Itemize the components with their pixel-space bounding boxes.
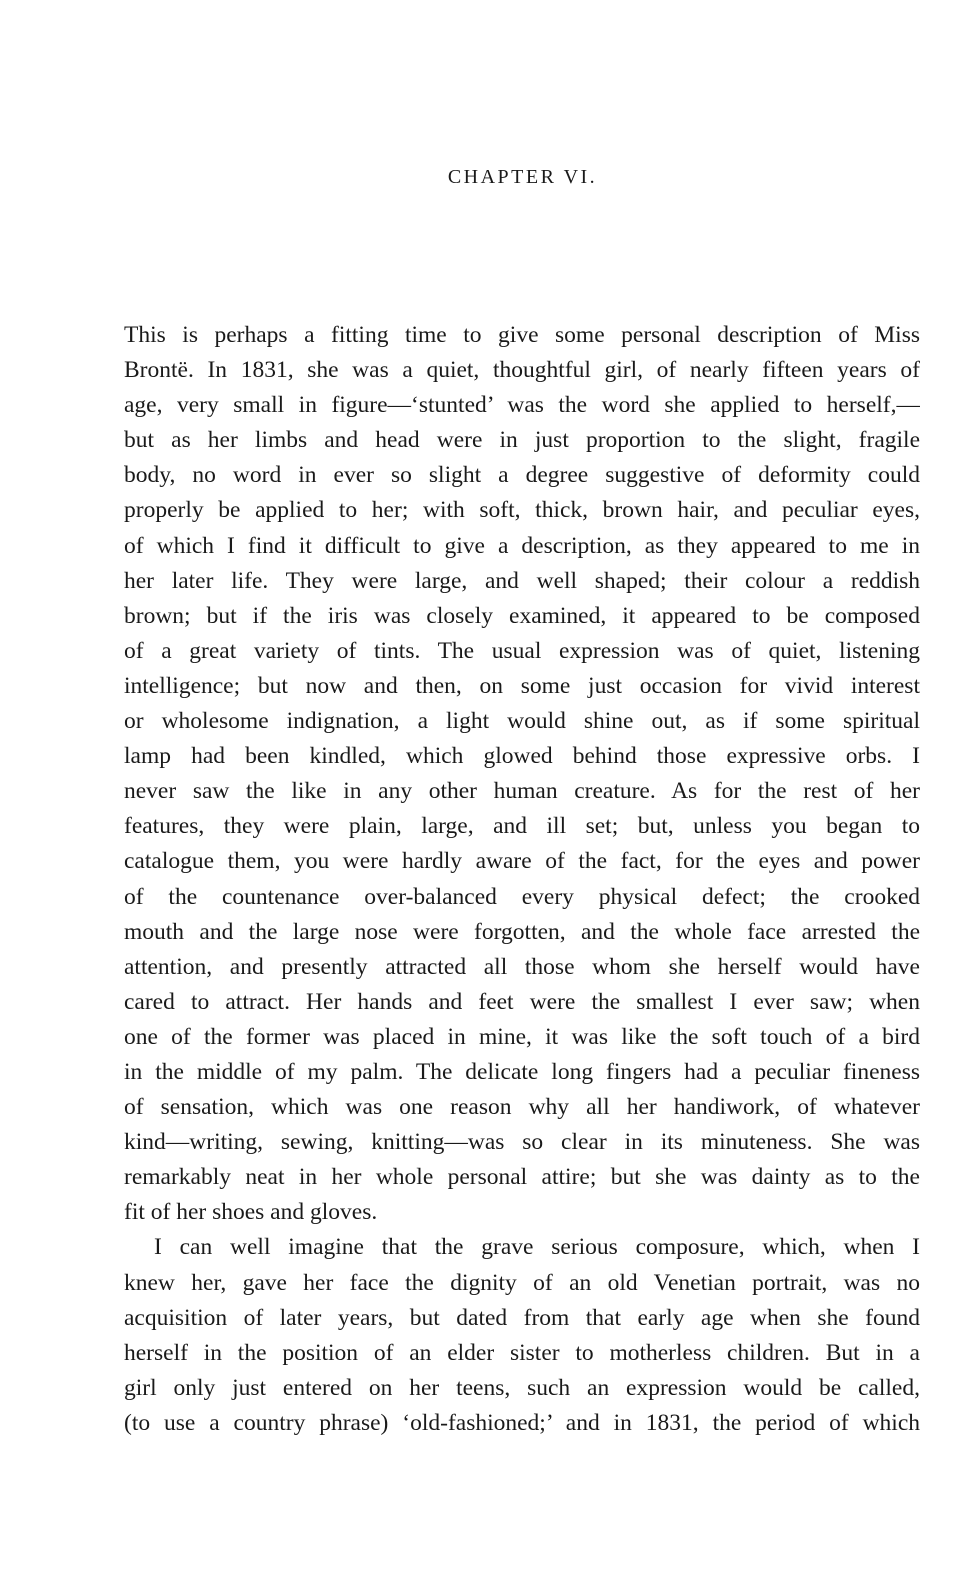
- text-line: or wholesome indignation, a light would shine out, as if some spiritual: [124, 708, 920, 735]
- text-line: girl only just entered on her teens, such an expression would be called,: [124, 1374, 920, 1401]
- text-line: cared to attract. Her hands and feet were the smallest I ever saw; when: [124, 988, 920, 1015]
- paragraph-2: [124, 1230, 920, 1441]
- text-line: acquisition of later years, but dated from that early age when she found: [124, 1304, 920, 1331]
- text-line: attention, and presently attracted all those whom she herself would have: [124, 953, 920, 980]
- text-line: catalogue them, you were hardly aware of the fact, for the eyes and power: [124, 848, 920, 875]
- body-text: [124, 318, 920, 1441]
- text-line: intelligence; but now and then, on some just occasion for vivid interest: [124, 672, 920, 699]
- text-line: Brontë. In 1831, she was a quiet, thoughtful girl, of nearly fifteen years of: [124, 357, 920, 384]
- text-line: body, no word in ever so slight a degree suggestive of deformity could: [124, 462, 920, 489]
- text-line: never saw the like in any other human creature. As for the rest of her: [124, 778, 920, 805]
- text-line: I can well imagine that the grave serious composure, which, when I: [154, 1234, 920, 1261]
- text-line: herself in the position of an elder sister to motherless children. But in a: [124, 1339, 920, 1366]
- text-line: (to use a country phrase) ‘old-fashioned;’ and in 1831, the period of which: [124, 1409, 920, 1436]
- text-line: kind—writing, sewing, knitting—was so clear in its minuteness. She was: [124, 1129, 920, 1156]
- text-line: remarkably neat in her whole personal attire; but she was dainty as to the: [124, 1164, 920, 1191]
- text-line: but as her limbs and head were in just proportion to the slight, fragile: [124, 427, 920, 454]
- chapter-heading: CHAPTER VI.: [447, 166, 598, 188]
- text-line: age, very small in figure—‘stunted’ was the word she applied to herself,—: [124, 392, 920, 419]
- text-line: her later life. They were large, and well shaped; their colour a reddish: [124, 567, 920, 594]
- text-line: of which I find it difficult to give a description, as they appeared to me in: [124, 532, 920, 559]
- paragraph-1: [124, 318, 920, 1230]
- text-line: of sensation, which was one reason why all her handiwork, of whatever: [124, 1094, 920, 1121]
- text-line: in the middle of my palm. The delicate long fingers had a peculiar fineness: [124, 1058, 920, 1085]
- text-line: fit of her shoes and gloves.: [124, 1199, 378, 1226]
- text-line: properly be applied to her; with soft, thick, brown hair, and peculiar eyes,: [124, 497, 920, 524]
- text-line: of the countenance over-balanced every physical defect; the crooked: [124, 883, 920, 910]
- text-line: lamp had been kindled, which glowed behind those expressive orbs. I: [124, 743, 920, 770]
- text-line: features, they were plain, large, and ill set; but, unless you began to: [124, 813, 920, 840]
- text-line: brown; but if the iris was closely examined, it appeared to be composed: [124, 602, 920, 629]
- text-line: mouth and the large nose were forgotten, and the whole face arrested the: [124, 918, 920, 945]
- text-line: This is perhaps a fitting time to give some personal description of Miss: [124, 322, 920, 348]
- text-line: one of the former was placed in mine, it was like the soft touch of a bird: [124, 1023, 920, 1050]
- text-line: knew her, gave her face the dignity of an old Venetian portrait, was no: [124, 1269, 920, 1296]
- text-line: of a great variety of tints. The usual expression was of quiet, listening: [124, 637, 920, 664]
